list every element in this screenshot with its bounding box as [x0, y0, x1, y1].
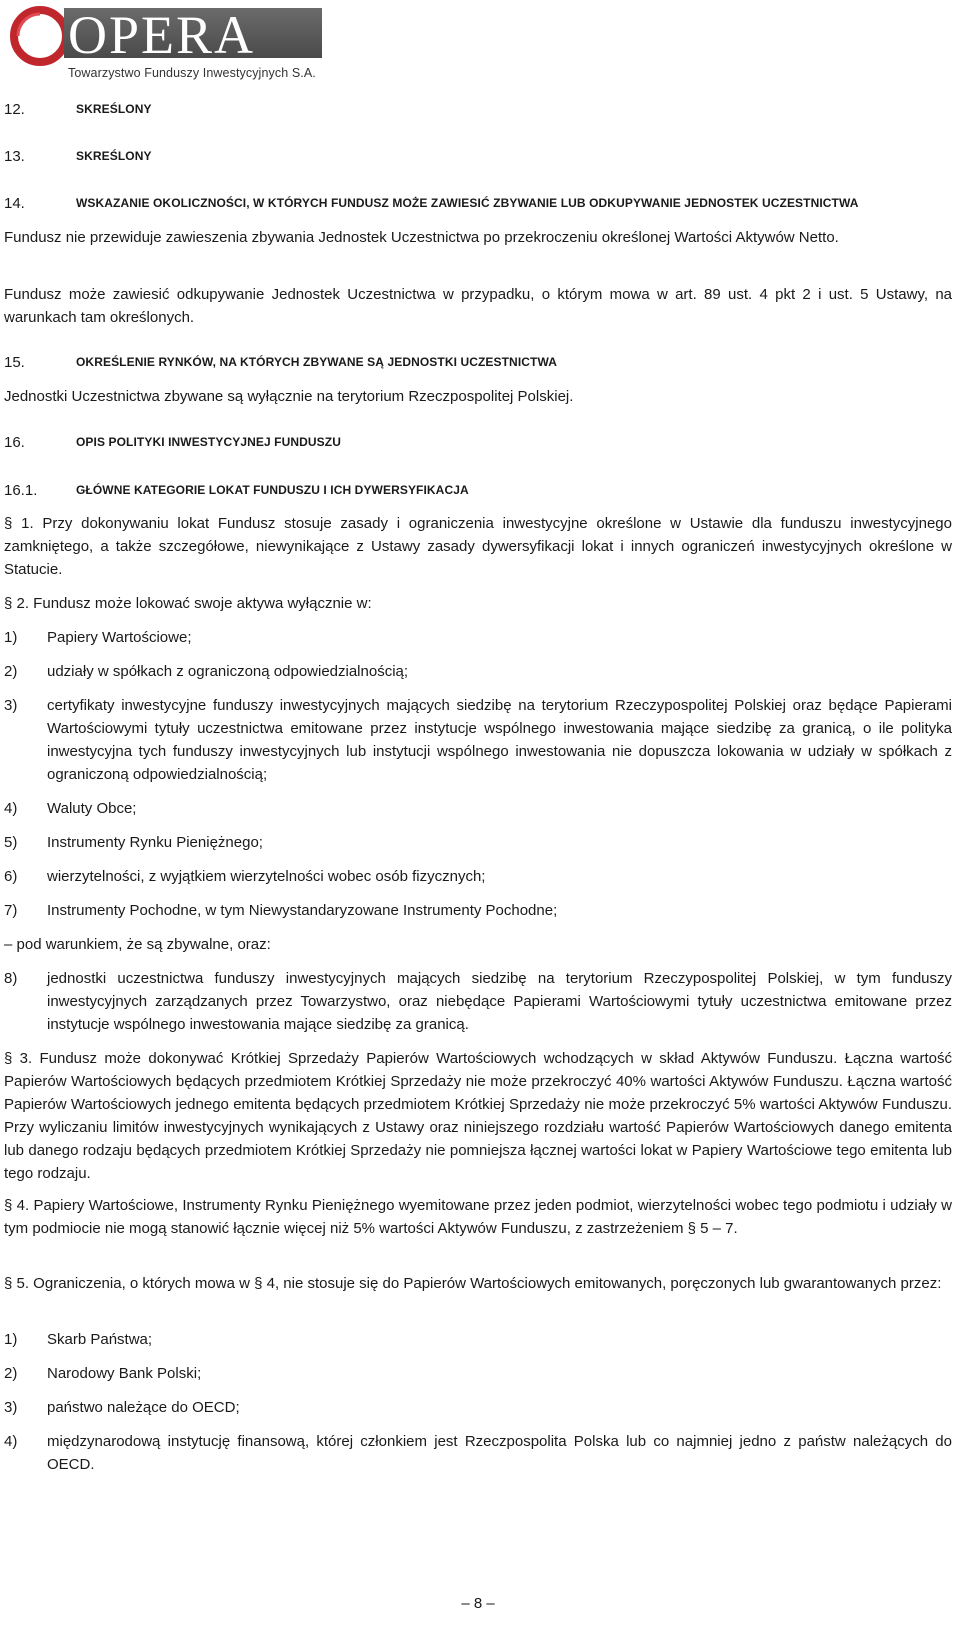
list-item: 4) Waluty Obce; [4, 800, 137, 817]
list-item: 3) państwo należące do OECD; [4, 1399, 240, 1416]
condition-text: – pod warunkiem, że są zbywalne, oraz: [4, 936, 271, 953]
list-item: 1) Skarb Państwa; [4, 1331, 153, 1348]
list-item: 8) jednostki uczestnictwa funduszy inwestycyjnych mających siedzibę na terytorium Rzeczypospolitej Polskiej, w tym funduszy inwestycyjnych zarządzanych przez Towarzystwo, oraz niebędące Papierami Wartościowymi tytuły uczestnictwa emitowane przez instytucje wspólnego inwestowania mające siedzibę za granicą. [4, 970, 952, 1033]
section-number: 14. [4, 195, 25, 212]
section-14-paragraph-1: Fundusz nie przewiduje zawieszenia zbywania Jednostek Uczestnictwa po przekroczeniu określonej Wartości Aktywów Netto. [4, 229, 839, 246]
list-item: 2) Narodowy Bank Polski; [4, 1365, 202, 1382]
list-item: 6) wierzytelności, z wyjątkiem wierzytelności wobec osób fizycznych; [4, 868, 486, 885]
section-title: WSKAZANIE OKOLICZNOŚCI, W KTÓRYCH FUNDUSZ MOŻE ZAWIESIĆ ZBYWANIE LUB ODKUPYWANIE JEDNOSTEK UCZESTNICTWA [76, 196, 859, 210]
section-number: 15. [4, 354, 25, 371]
section-number: 13. [4, 148, 25, 165]
section-12-heading [4, 98, 952, 121]
section-15-heading [4, 351, 952, 374]
section-title: SKREŚLONY [76, 102, 152, 116]
section-13-heading [4, 145, 952, 168]
paragraph-4: § 4. Papiery Wartościowe, Instrumenty Rynku Pieniężnego wyemitowane przez jeden podmiot, wierzytelności wobec tego podmiotu i udziały w tym podmiocie nie mogą stanowić łącznie więcej niż 5% wartości Aktywów Funduszu, z zastrzeżeniem § 5 – 7. [4, 1197, 952, 1237]
company-logo [10, 5, 316, 82]
list-item: 3) certyfikaty inwestycyjne funduszy inwestycyjnych mających siedzibę na terytorium Rzeczypospolitej Polskiej oraz będące Papierami Wartościowymi tytuły uczestnictwa emitowane przez instytucje wspólnego inwestowania mające siedzibę za granicą, o ile polityka inwestycyjna tych funduszy inwestycyjnych lub instytucji wspólnego inwestowania nie dopuszcza lokowania w udziały w spółkach z ograniczoną odpowiedzialnością; [4, 697, 952, 783]
list-item: 5) Instrumenty Rynku Pieniężnego; [4, 834, 263, 851]
page-number: – 8 – [461, 1595, 495, 1612]
paragraph-3: § 3. Fundusz może dokonywać Krótkiej Sprzedaży Papierów Wartościowych wchodzących w skład Aktywów Funduszu. Łączna wartość Papierów Wartościowych będących przedmiotem Krótkiej Sprzedaży nie może przekroczyć 40% wartości Aktywów Funduszu. Łączna wartość Papierów Wartościowych jednego emitenta będących przedmiotem Krótkiej Sprzedaży nie może przekroczyć 5% wartości Aktywów Funduszu. Przy wyliczaniu limitów inwestycyjnych wynikających z Ustawy oraz niniejszego rozdziału wartość Papierów Wartościowych danego emitenta lub danego rodzaju będących przedmiotem Krótkiej Sprzedaży nie pomniejsza łącznej wartości lokat w Papiery Wartościowe tego emitenta lub tego rodzaju. [4, 1050, 952, 1182]
section-title: GŁÓWNE KATEGORIE LOKAT FUNDUSZU I ICH DYWERSYFIKACJA [76, 483, 469, 497]
logo-wordmark: OPERA [64, 8, 322, 58]
paragraph-5: § 5. Ograniczenia, o których mowa w § 4, nie stosuje się do Papierów Wartościowych emitowanych, poręczonych lub gwarantowanych przez: [4, 1275, 942, 1292]
list-item: 2) udziały w spółkach z ograniczoną odpowiedzialnością; [4, 663, 409, 680]
investment-list [4, 626, 952, 1036]
section-title: OPIS POLITYKI INWESTYCYJNEJ FUNDUSZU [76, 435, 341, 449]
section-title: SKREŚLONY [76, 149, 152, 163]
section-14-paragraph-2: Fundusz może zawiesić odkupywanie Jednostek Uczestnictwa w przypadku, o którym mowa w art. 89 ust. 4 pkt 2 i ust. 5 Ustawy, na warunkach tam określonych. [4, 286, 952, 326]
paragraph-1: § 1. Przy dokonywaniu lokat Fundusz stosuje zasady i ograniczenia inwestycyjne określone w Ustawie dla funduszu inwestycyjnego zamkniętego, a także szczegółowe, niewynikające z Ustawy zasady dywersyfikacji lokat i innych ograniczeń inwestycyjnych określone w Statucie. [4, 515, 952, 578]
logo-subtitle: Towarzystwo Funduszy Inwestycyjnych S.A. [68, 66, 316, 80]
section-number: 16.1. [4, 482, 38, 499]
section-number: 16. [4, 434, 25, 451]
list-item: 4) międzynarodową instytucję finansową, której członkiem jest Rzeczpospolita Polska lub co najmniej jedno z państw należących do OECD. [4, 1433, 952, 1473]
section-number: 12. [4, 101, 25, 118]
guarantor-list [4, 1328, 952, 1476]
section-16-1-heading [4, 479, 952, 502]
section-title: OKREŚLENIE RYNKÓW, NA KTÓRYCH ZBYWANE SĄ JEDNOSTKI UCZESTNICTWA [76, 355, 557, 369]
list-item: 1) Papiery Wartościowe; [4, 629, 192, 646]
list-item: 7) Instrumenty Pochodne, w tym Niewystandaryzowane Instrumenty Pochodne; [4, 902, 558, 919]
section-16-heading [4, 431, 952, 454]
paragraph-2: § 2. Fundusz może lokować swoje aktywa wyłącznie w: [4, 595, 372, 612]
logo-emblem-icon [10, 6, 70, 66]
section-14-heading [4, 192, 952, 215]
section-15-paragraph: Jednostki Uczestnictwa zbywane są wyłącznie na terytorium Rzeczpospolitej Polskiej. [4, 388, 574, 405]
